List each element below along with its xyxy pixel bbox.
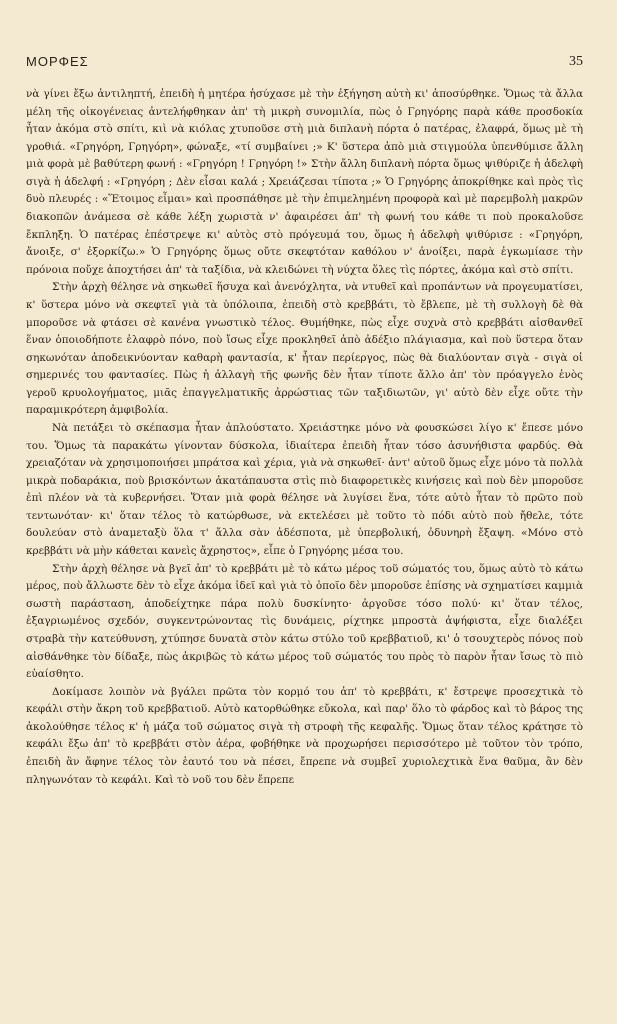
page-number: 35	[569, 54, 583, 69]
paragraph: νὰ γίνει ἔξω ἀντιληπτή, ἐπειδὴ ἡ μητέρα ἡσύχασε μὲ τὴν ἐξήγηση αὐτὴ κι' ἀποσύρθηκε. Ὅμως τὰ ἄλλα μέλη τῆς οἰκογένειας ἀντελήφθηκαν ἀπ' τὴ μικρὴ συνομιλία, πὼς ὁ Γρηγόρης παρὰ κάθε προσδοκία ἦταν ἀκόμα στὸ σπίτι, κιὶ νὰ κιόλας χτυποῦσε στὴ μιὰ διπλανὴ πόρτα ὁ πατέρας, ἐλαφρά, ὅμως μὲ τὴ γροθιά. «Γρηγόρη, Γρηγόρη», φώναξε, «τί συμβαίνει ;» Κ' ὕστερα ἀπὸ μιὰ στιγμούλα ὑπενθύμισε ἄλλη μιὰ φορὰ μὲ βαθύτερη φωνή : «Γρηγόρη ! Γρηγόρη !» Στὴν ἄλλη διπλανὴ πόρτα ὅμως ψιθύριζε ἡ ἀδελφὴ σιγὰ ἡ ἀδελφή : «Γρηγόρη ; Δὲν εἶσαι καλά ; Χρειάζεσαι τίποτα ;» Ὁ Γρηγόρης ἀποκρίθηκε καὶ πρὸς τὶς δυὸ πλευρές : «Ἕτοιμος εἶμαι» καὶ προσπάθησε μὲ τὴν ἐπιμελημένη προφορὰ καὶ μὲ παρεμβολὴ μακρῶν διακοπῶν ἀνάμεσα σὲ κάθε λέξη χωριστὰ ν' ἀφαιρέσει ἀπ' τὴ φωνή του κάθε τι ποὺ προκαλοῦσε ἔκπληξη. Ὁ πατέρας ἐπέστρεψε κι' αὐτὸς στὸ πρόγευμά του, ὅμως ἡ ἀδελφὴ ψιθύρισε : «Γρηγόρη, ἄνοιξε, σ' ἐξορκίζω.» Ὁ Γρηγόρης ὅμως οὔτε σκεφτόταν καθόλου ν' ἀνοίξει, παρὰ ἐγκωμίασε τὴν πρόνοια ποὔχε ἀποχτήσει ἀπ' τὰ ταξίδια, νὰ κλειδώνει τὴ νύχτα ὅλες τὶς πόρτες, ἀκόμα καὶ στὸ σπίτι.	[26, 88, 583, 276]
running-title: ΜΟΡΦΕΣ	[26, 54, 89, 69]
running-head	[26, 54, 583, 70]
paragraph: Στὴν ἀρχὴ θέλησε νὰ σηκωθεῖ ἥσυχα καὶ ἀνενόχλητα, νὰ ντυθεῖ καὶ προπάντων νὰ προγευματίσει, κ' ὕστερα μόνο νὰ σκεφτεῖ γιὰ τὰ ὑπόλοιπα, ἐπειδὴ στὸ κρεββάτι, τὸ ἔβλεπε, μὲ τὴ συλλογὴ δὲ θὰ μποροῦσε νὰ φτάσει σὲ κανένα γνωστικὸ τέλος. Θυμήθηκε, πὼς εἶχε συχνὰ στὸ κρεββάτι αἰσθανθεῖ ἕναν ὁποιοδήποτε ἐλαφρὸ πόνο, ποὺ ἴσως εἶχε προκληθεῖ ἀπὸ ἀδέξιο πλάγιασμα, καὶ ποὺ ὕστερα ὅταν σηκωνόταν ἀποδεικνύονταν καθαρὴ φαντασία, κ' ἦταν περίεργος, πὼς θὰ διαλύονταν σιγὰ - σιγὰ οἱ σημερινές του φαντασίες. Πὼς ἡ ἀλλαγὴ τῆς φωνῆς δὲν ἦταν τίποτε ἄλλο ἀπ' τὸν πρόαγγελο ἑνὸς γεροῦ κρυολογήματος, μιᾶς ἐπαγγελματικῆς ἀρρώστιας τῶν ταξιδιωτῶν, γι' αὐτὸ δὲν εἶχε οὔτε τὴν παραμικρότερη ἀμφιβολία.	[26, 281, 583, 417]
paragraph: Στὴν ἀρχὴ θέλησε νὰ βγεῖ ἀπ' τὸ κρεββάτι μὲ τὸ κάτω μέρος τοῦ σώματός του, ὅμως αὐτὸ τὸ κάτω μέρος, ποὺ ἄλλωστε δὲν τὸ εἶχε ἀκόμα ἰδεῖ καὶ γιὰ τὸ ὁποῖο δὲν μποροῦσε ἐπίσης νὰ σχηματίσει καμμιὰ σωστὴ παράσταση, ἀποδείχτηκε πάρα πολὺ δυσκίνητο· ἀργοῦσε τόσο πολύ· κι' ὅταν τέλος, ἐξαγριωμένος σχεδόν, συγκεντρώνοντας τὶς δυνάμεις, ρίχτηκε μπροστὰ ἀψήφιστα, εἶχε διαλέξει στραβὰ τὴν κατεύθυνση, χτύπησε δυνατὰ στὸν κάτω στύλο τοῦ κρεββατιοῦ, κι' ὁ τσουχτερὸς πόνος ποὺ αἰσθάνθηκε τὸν δίδαξε, πὼς ἀκριβῶς τὸ κάτω μέρος τοῦ σώματός του πρὸς τὸ παρὸν ἦταν ἴσως τὸ πιὸ εὐαίσθητο.	[26, 562, 583, 681]
body-text	[26, 86, 583, 789]
paragraph: Δοκίμασε λοιπὸν νὰ βγάλει πρῶτα τὸν κορμό του ἀπ' τὸ κρεββάτι, κ' ἔστρεψε προσεχτικὰ τὸ κεφάλι στὴν ἄκρη τοῦ κρεββατιοῦ. Αὐτὸ κατορθώθηκε εὔκολα, καὶ παρ' ὅλο τὸ φάρδος καὶ τὸ βάρος της ἀκολούθησε τέλος κ' ἡ μάζα τοῦ σώματος σιγὰ τὴ στροφὴ τῆς κεφαλῆς. Ὅμως ὅταν τέλος κράτησε τὸ κεφάλι ἔξω ἀπ' τὸ κρεββάτι στὸν ἀέρα, φοβήθηκε νὰ προχωρήσει περισσότερο μὲ τοῦτον τὸν τρόπο, ἐπειδὴ ἂν ἄφηνε τέλος τὸν ἑαυτό του νὰ πέσει, ἔπρεπε νὰ συμβεῖ χυριολεχτικὰ ἕνα θαῦμα, ἂν δὲν πληγωνόταν τὸ κεφάλι. Καὶ τὸ νοῦ του δὲν ἔπρεπε	[26, 685, 583, 786]
paragraph: Νὰ πετάξει τὸ σκέπασμα ἦταν ἁπλούστατο. Χρειάστηκε μόνο νὰ φουσκώσει λίγο κ' ἔπεσε μόνο του. Ὅμως τὰ παρακάτω γίνονταν δύσκολα, ἰδιαίτερα ἐπειδὴ ἦταν τόσο ἀσυνήθιστα φαρδύς. Θὰ χρειαζόταν νὰ χρησιμοποιήσει μπράτσα καὶ χέρια, γιὰ νὰ σηκωθεῖ· ἀντ' αὐτοῦ ὅμως εἶχε μόνο τὰ πολλὰ μικρὰ ποδαράκια, ποὺ βρισκόντων ἀκατάπαυστα στὶς πιὸ διαφορετικὲς κινήσεις καὶ ποὺ δὲν μποροῦσε ἐπὶ πλέον νὰ τὰ κυβερνήσει. Ὅταν μιὰ φορὰ θέλησε νὰ λυγίσει ἕνα, τότε αὐτὸ ἦταν τὸ πρῶτο ποὺ τεντωνόταν· κι' ὅταν τέλος τὸ κατώρθωσε, νὰ εκτελέσει μὲ τοῦτο τὸ πόδι αὐτὸ ποὺ ἤθελε, τότε δουλεύαν στὸ ἀναμεταξὺ ὅλα τ' ἄλλα σὰν ἀδέσποτα, μὲ ὑπερβολική, ὀδυνηρὴ ἔξαψη. «Μόνο στὸ κρεββάτι νὰ μὴν κάθεται κανεὶς ἄχρηστος», εἶπε ὁ Γρηγόρης μέσα του.	[26, 421, 583, 558]
